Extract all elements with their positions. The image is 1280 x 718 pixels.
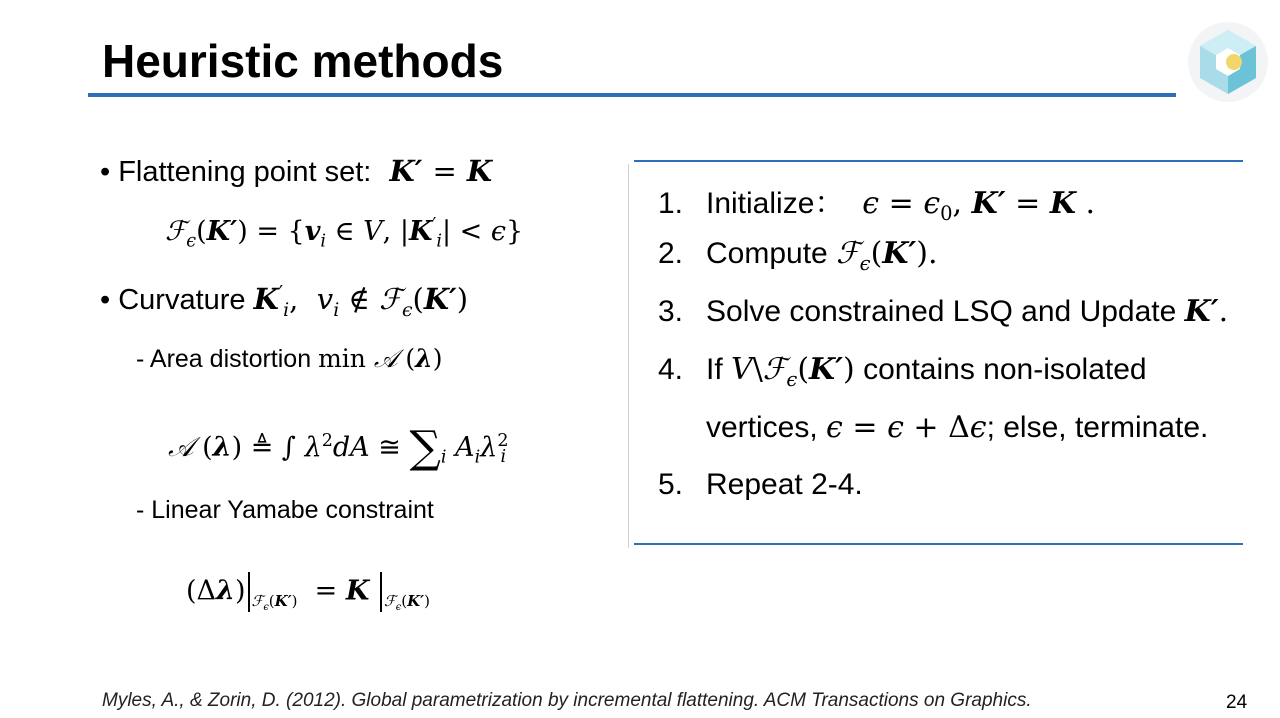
yamabe-equation: (Δλ) $_{ℱ_\epsilon(K')}$ = K $_{ℱ_\epsilon(K')}$ xyxy=(186,572,430,612)
title-underline xyxy=(88,93,1176,97)
curvature-formula: $K'_i$, $v_i$ ∉ ℱ$_\epsilon$(K′) xyxy=(253,282,469,321)
step-4-text-d: ; else, terminate. xyxy=(986,411,1209,444)
step-4-text-c: vertices, xyxy=(706,411,818,444)
step-number: 5. xyxy=(658,468,684,501)
step-4-text-b: contains non-isolated xyxy=(863,353,1147,386)
step-4 xyxy=(658,352,1147,391)
dash: - xyxy=(136,345,150,373)
flattening-set-equation: ℱ$_\epsilon$(K′) = {$v_i$ ∈ V, $|K'_i| < \epsilon$} xyxy=(165,215,524,252)
step-5-text: Repeat 2-4. xyxy=(706,468,863,501)
step-3-formula: K′ xyxy=(1184,294,1219,329)
step-number: 4. xyxy=(658,353,684,386)
step-2 xyxy=(658,236,938,275)
dash: - xyxy=(136,496,152,524)
step-number: 1. xyxy=(658,187,684,220)
algorithm-left-rule xyxy=(628,164,629,548)
step-2-text: Compute xyxy=(706,237,828,270)
step-4-formula: V\ℱ$_\epsilon$(K′) xyxy=(731,352,855,391)
step-4-continued xyxy=(658,410,1208,445)
sub-area-distortion-text: Area distortion xyxy=(149,345,312,373)
algorithm-bottom-rule xyxy=(634,543,1243,545)
step-3-text: Solve constrained LSQ and Update xyxy=(706,295,1177,328)
bullet-dot: • xyxy=(100,284,119,316)
step-2-formula: ℱ$_\epsilon$(K′). xyxy=(836,236,938,275)
algorithm-top-rule xyxy=(634,160,1243,162)
sub-yamabe-text: Linear Yamabe constraint xyxy=(151,496,434,524)
bullet-flattening xyxy=(100,154,492,189)
reference-citation: Myles, A., & Zorin, D. (2012). Global parametrization by incremental flattening. ACM Transactions on Graphics. xyxy=(102,690,1032,711)
step-3: 3. Solve constrained LSQ and Update K′. xyxy=(658,294,1229,329)
page-number: 24 xyxy=(1226,692,1248,713)
bullet-curvature-text: Curvature xyxy=(118,284,246,316)
step-1-text: Initialize： xyxy=(706,187,845,220)
area-distortion-formula: min 𝒜 (λ) xyxy=(318,344,443,373)
step-4-text-a: If xyxy=(706,353,723,386)
sub-yamabe xyxy=(136,496,434,525)
logo-icon xyxy=(1186,20,1270,104)
bullet-flattening-text: Flattening point set: xyxy=(118,156,372,188)
step-1 xyxy=(658,178,1095,225)
bullet-curvature xyxy=(100,282,469,321)
slide-title: Heuristic methods xyxy=(102,35,504,87)
step-number: 3. xyxy=(658,295,684,328)
step-4-epsilon-formula: ϵ = ϵ + Δϵ xyxy=(826,410,987,445)
step-number: 2. xyxy=(658,237,684,270)
sub-area-distortion xyxy=(136,344,442,374)
area-distortion-equation: 𝒜 (λ) ≜ ∫ $\lambda^2dA$ ≅ $\sum_i$ $A_i\lambda^2_i$ xyxy=(168,422,509,473)
step-1-formula: $\epsilon = \epsilon_0$, K′ = K . xyxy=(862,186,1095,225)
step-5 xyxy=(658,468,863,502)
flattening-formula: K′ = K xyxy=(379,154,493,188)
bullet-dot: • xyxy=(100,156,119,188)
